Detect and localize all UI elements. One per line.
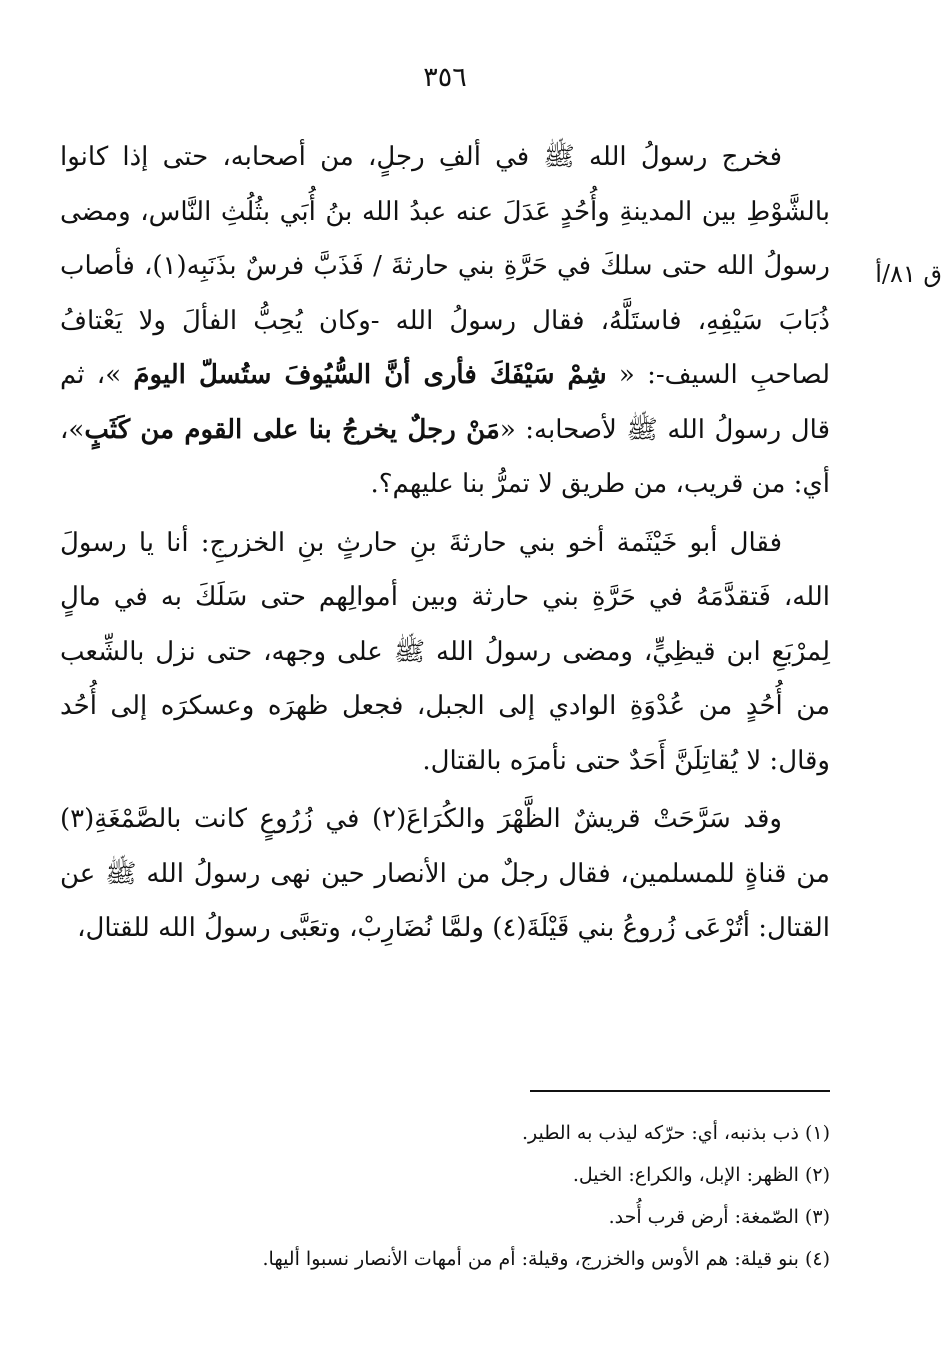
footnote-4: (٤) بنو قيلة: هم الأوس والخزرج، وقيلة: أم من أمهات الأنصار نسبوا أليها. (262, 1248, 830, 1270)
footnote-2: (٢) الظهر: الإبل، والكراع: الخيل. (572, 1164, 830, 1186)
footnotes (60, 1112, 830, 1280)
main-text (60, 130, 830, 960)
text-segment: فقال أبو خَيْثَمة أخو بني حارثةَ بنِ حارثٍ بنِ الخزرجِ: أنا يا رسولَ الله، فَتقدَّمَهُ في حَرَّةِ بني حارثة وبين أموالِهم حتى سَلَكَ به في مالٍ لِمرْبَعِ ابن قيظِيٍّ، ومضى رسولُ الله ﷺ على وجهه، حتى نزل بالشِّعب من أُحُدٍ من عُدْوَةِ الوادي إلى الجبل، فجعل ظهرَه وعسكرَه إلى أُحُد وقال: لا يُقاتِلَنَّ أَحَدٌ حتى نأمرَه بالقتال. (60, 527, 830, 776)
manuscript-folio-note: ق ٨١/أ (875, 260, 942, 288)
text-segment: وقد سَرَّحَتْ قريشٌ الظَّهْرَ والكُرَاعَ(٢) في زُرُوعٍ كانت بالصَّمْغَةِ(٣) من قناةٍ للمسلمين، فقال رجلٌ من الأنصار حين نهى رسولُ الله ﷺ عن القتال: أتُرْعَى زُروعُ بني قَيْلَةَ(٤) ولمَّا نُضَارِبْ، وتعَبَّى رسولُ الله للقتال، (60, 804, 830, 943)
footnote-3: (٣) الصّمغة: أرض قرب أُحد. (608, 1206, 830, 1228)
paragraph-3 (60, 792, 830, 956)
footnote-divider (530, 1090, 830, 1092)
text-segment: »، ثم قال رسولُ الله ﷺ لأصحابه: « (60, 360, 830, 445)
paragraph-1 (60, 130, 830, 512)
prophetic-quote: شِمْ سَيْفَكَ فأرى أنَّ السُّيُوفَ ستُسلّ اليومَ (133, 360, 607, 390)
page-number: ٣٥٦ (423, 62, 467, 93)
footnote-1: (١) ذب بذنبه، أي: حرّكه ليذب به الطير. (521, 1122, 830, 1144)
prophetic-quote: مَنْ رجلٌ يخرجُ بنا على القوم من كَثَبٍ (84, 414, 500, 445)
text-segment: »، أي: من قريب، من طريق لا تمرُّ بنا عليهم؟. (60, 414, 830, 499)
paragraph-2 (60, 516, 830, 789)
text-segment: فخرج رسولُ الله ﷺ في ألفِ رجلٍ، من أصحابه، حتى إذا كانوا بالشَّوْطِ بين المدينةِ وأُحُدٍ عَدَلَ عنه عبدُ الله بنُ أُبَي بثُلُثِ النَّاس، ومضى رسولُ الله حتى سلكَ في حَرَّةِ بني حارثةَ / فَذَبَّ فرسٌ بذَنَبِه(١)، فأصاب ذُبَابَ سَيْفِهِ، فاستَلَّهُ، فقال رسولُ الله -وكان يُحِبُّ الفألَ ولا يَعْتافُ لصاحبِ السيف-: « (60, 142, 830, 390)
